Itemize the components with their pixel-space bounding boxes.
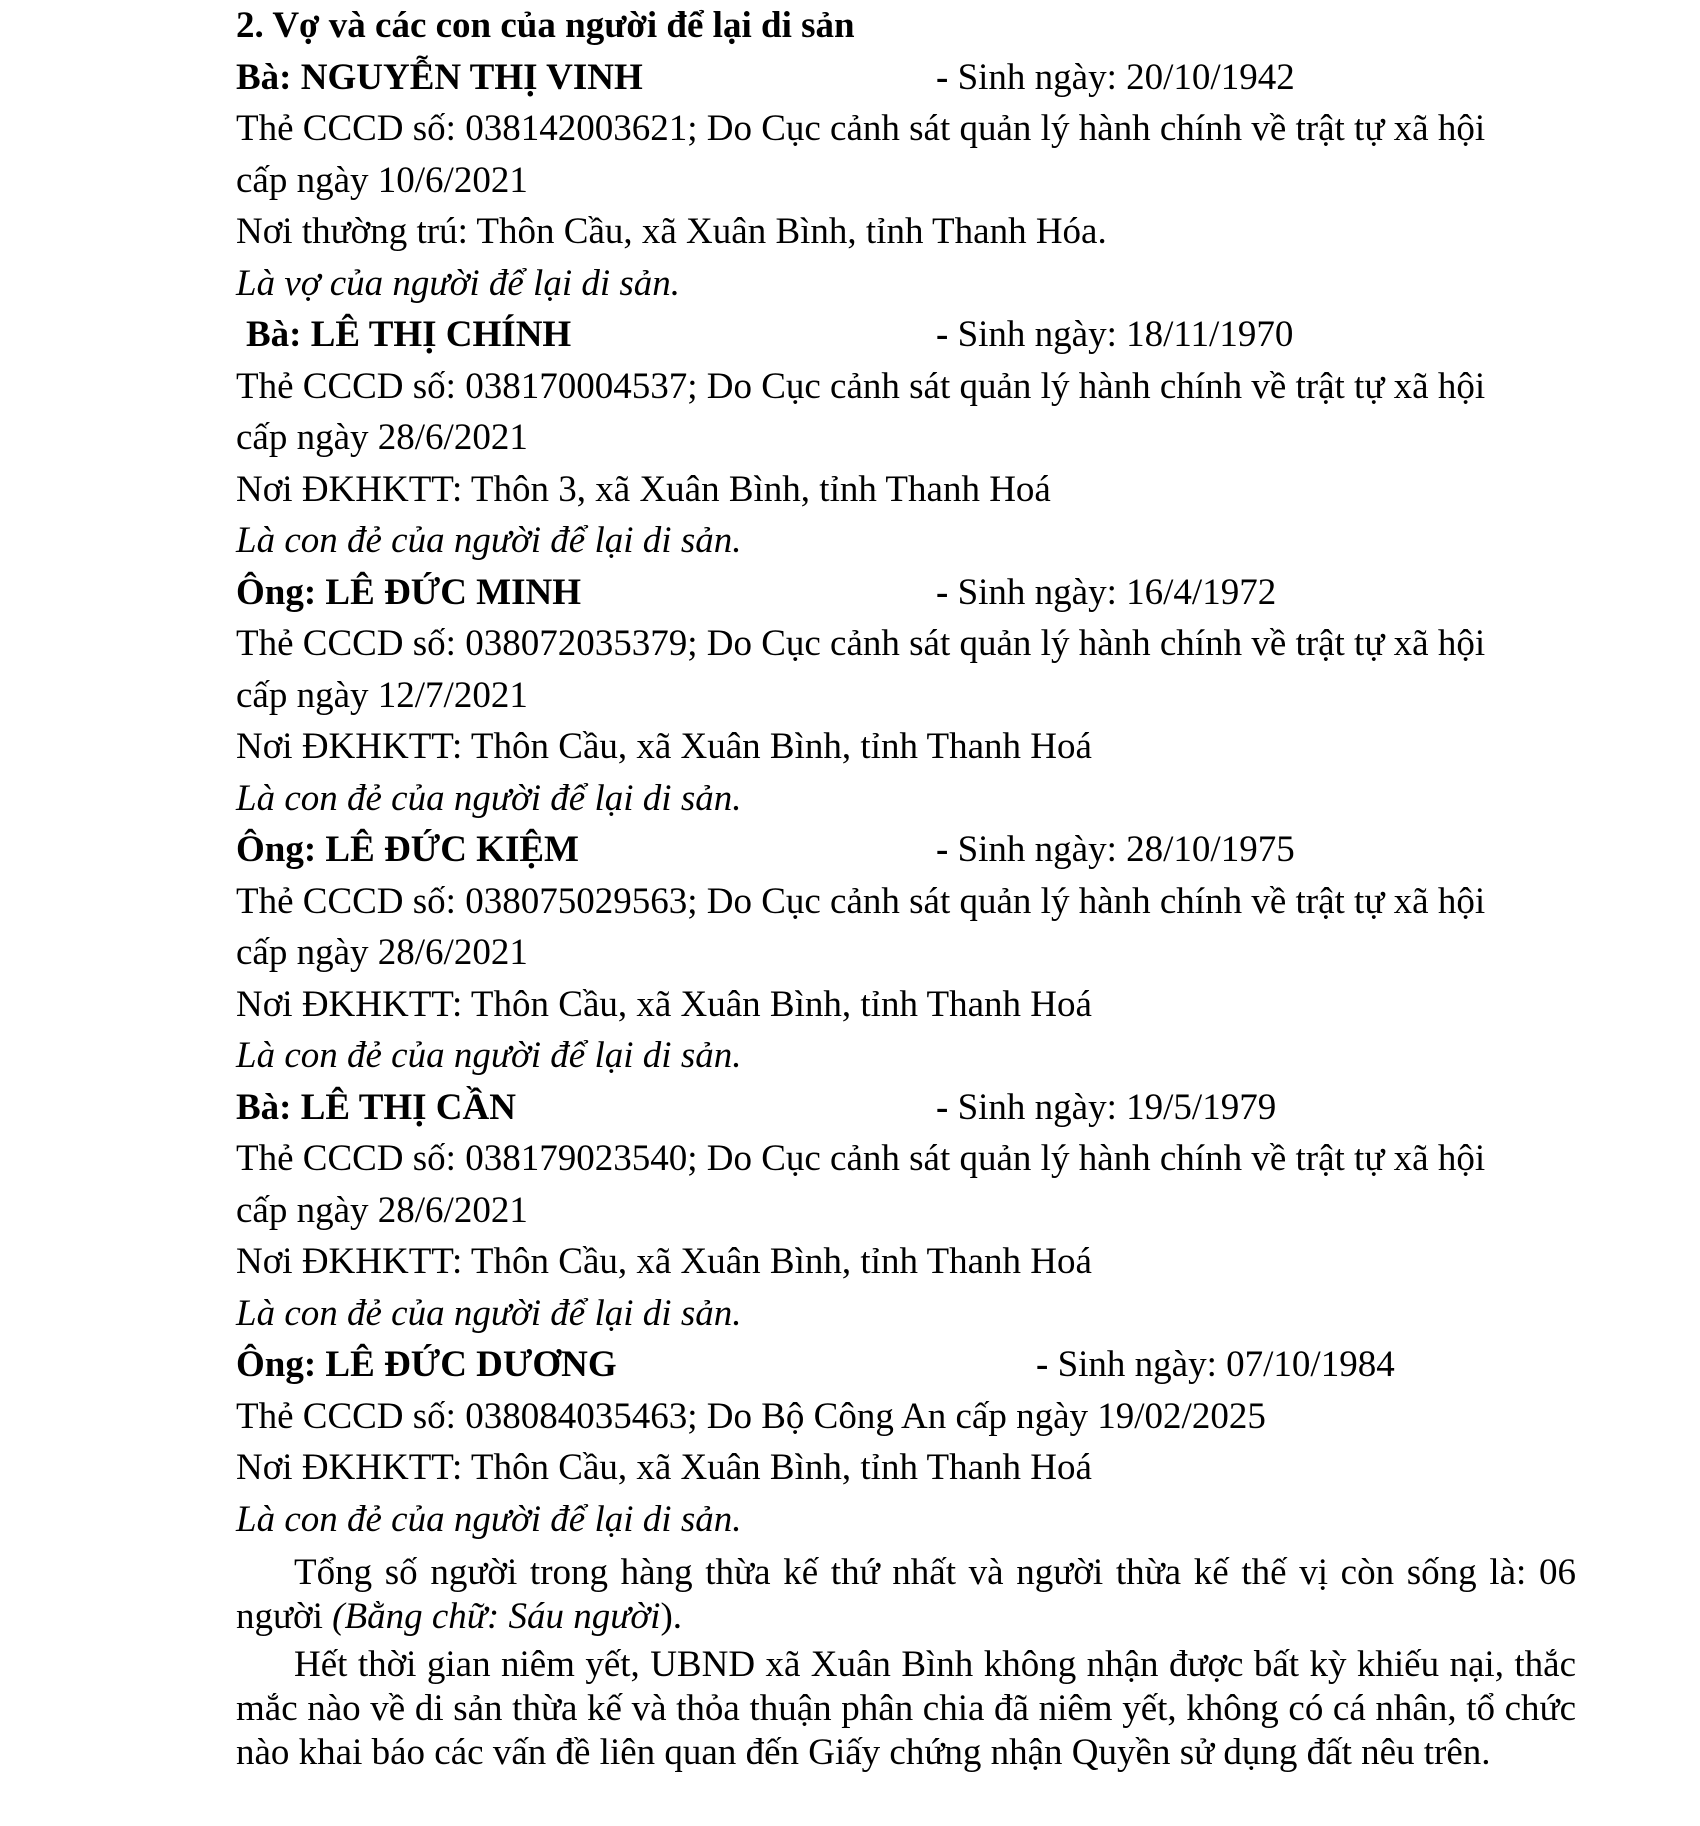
dob-value: Sinh ngày: 16/4/1972 bbox=[957, 571, 1277, 613]
person-residence: Nơi ĐKHKTT: Thôn Cầu, xã Xuân Bình, tỉnh Thanh Hoá bbox=[236, 983, 1092, 1025]
person-entry bbox=[236, 1082, 1576, 1340]
summary-text: Tổng số người trong hàng thừa kế thứ nhất và người thừa kế thế vị còn sống là: 06 người bbox=[236, 1552, 1576, 1637]
person-residence: Nơi ĐKHKTT: Thôn Cầu, xã Xuân Bình, tỉnh Thanh Hoá bbox=[236, 1447, 1092, 1488]
person-name: Ông: LÊ ĐỨC KIỆM bbox=[236, 829, 579, 870]
dob-value: Sinh ngày: 28/10/1975 bbox=[957, 829, 1295, 870]
person-relation: Là con đẻ của người để lại di sản. bbox=[236, 1498, 742, 1540]
person-relation: Là con đẻ của người để lại di sản. bbox=[236, 1292, 742, 1334]
person-name: Bà: LÊ THỊ CẦN bbox=[236, 1086, 516, 1128]
person-dob bbox=[936, 824, 1295, 876]
summary-end: ). bbox=[660, 1596, 683, 1637]
dob-dash: - bbox=[936, 56, 958, 98]
person-id-issue-date: cấp ngày 12/7/2021 bbox=[236, 674, 528, 716]
person-id-line: Thẻ CCCD số: 038142003621; Do Cục cảnh sát quản lý hành chính về trật tự xã hội bbox=[236, 108, 1486, 149]
person-residence: Nơi ĐKHKTT: Thôn Cầu, xã Xuân Bình, tỉnh Thanh Hoá bbox=[236, 726, 1092, 767]
summary-in-words: (Bằng chữ: Sáu người bbox=[332, 1596, 661, 1637]
person-id-line: Thẻ CCCD số: 038170004537; Do Cục cảnh sát quản lý hành chính về trật tự xã hội bbox=[236, 365, 1486, 407]
dob-dash: - bbox=[936, 829, 958, 870]
person-header bbox=[236, 1082, 1576, 1134]
person-header bbox=[236, 567, 1576, 619]
person-header bbox=[236, 52, 1576, 104]
person-relation: Là con đẻ của người để lại di sản. bbox=[236, 777, 742, 819]
dob-dash: - bbox=[936, 1086, 958, 1128]
person-id-issue-date: cấp ngày 28/6/2021 bbox=[236, 417, 528, 458]
dob-dash: - bbox=[936, 314, 958, 355]
person-entry bbox=[236, 1339, 1576, 1545]
person-relation: Là vợ của người để lại di sản. bbox=[236, 262, 681, 304]
dob-dash: - bbox=[1036, 1344, 1058, 1385]
person-dob bbox=[936, 309, 1293, 361]
person-residence: Nơi thường trú: Thôn Cầu, xã Xuân Bình, tỉnh Thanh Hóa. bbox=[236, 211, 1107, 252]
closing-paragraph: Hết thời gian niêm yết, UBND xã Xuân Bình không nhận được bất kỳ khiếu nại, thắc mắc nào về di sản thừa kế và thỏa thuận phân chia đã niêm yết, không có cá nhân, tổ chức nào khai báo các vấn đề liên quan đến Giấy chứng nhận Quyền sử dụng đất nêu trên. bbox=[236, 1644, 1576, 1773]
person-entry bbox=[236, 52, 1576, 310]
person-dob bbox=[936, 52, 1295, 104]
dob-value: Sinh ngày: 07/10/1984 bbox=[1057, 1344, 1395, 1385]
person-header bbox=[236, 824, 1576, 876]
person-id-line: Thẻ CCCD số: 038075029563; Do Cục cảnh sát quản lý hành chính về trật tự xã hội bbox=[236, 880, 1486, 922]
dob-value: Sinh ngày: 20/10/1942 bbox=[957, 56, 1295, 98]
person-header bbox=[236, 1339, 1576, 1391]
person-relation: Là con đẻ của người để lại di sản. bbox=[236, 520, 742, 561]
person-name: Bà: LÊ THỊ CHÍNH bbox=[246, 314, 572, 355]
person-name: Ông: LÊ ĐỨC MINH bbox=[236, 571, 581, 613]
person-name: Bà: NGUYỄN THỊ VINH bbox=[236, 56, 643, 98]
dob-dash: - bbox=[936, 571, 958, 613]
person-id-line: Thẻ CCCD số: 038084035463; Do Bộ Công An cấp ngày 19/02/2025 bbox=[236, 1395, 1266, 1437]
person-header bbox=[236, 309, 1576, 361]
person-entry bbox=[236, 824, 1576, 1082]
person-residence: Nơi ĐKHKTT: Thôn Cầu, xã Xuân Bình, tỉnh Thanh Hoá bbox=[236, 1241, 1092, 1282]
person-residence: Nơi ĐKHKTT: Thôn 3, xã Xuân Bình, tỉnh Thanh Hoá bbox=[236, 468, 1051, 510]
person-id-issue-date: cấp ngày 10/6/2021 bbox=[236, 159, 528, 201]
person-id-line: Thẻ CCCD số: 038179023540; Do Cục cảnh sát quản lý hành chính về trật tự xã hội bbox=[236, 1138, 1486, 1179]
section-title: 2. Vợ và các con của người để lại di sản bbox=[236, 5, 855, 46]
person-dob bbox=[936, 567, 1276, 619]
person-id-issue-date: cấp ngày 28/6/2021 bbox=[236, 932, 528, 973]
person-entry bbox=[236, 567, 1576, 825]
person-name: Ông: LÊ ĐỨC DƯƠNG bbox=[236, 1344, 617, 1385]
person-relation: Là con đẻ của người để lại di sản. bbox=[236, 1035, 742, 1076]
dob-value: Sinh ngày: 18/11/1970 bbox=[957, 314, 1294, 355]
person-dob bbox=[936, 1082, 1276, 1134]
person-id-issue-date: cấp ngày 28/6/2021 bbox=[236, 1189, 528, 1231]
heirs-summary bbox=[236, 1551, 1576, 1639]
person-dob bbox=[1036, 1339, 1395, 1391]
person-entry bbox=[236, 309, 1576, 567]
person-id-line: Thẻ CCCD số: 038072035379; Do Cục cảnh sát quản lý hành chính về trật tự xã hội bbox=[236, 623, 1486, 664]
document-page bbox=[236, 0, 1576, 1775]
dob-value: Sinh ngày: 19/5/1979 bbox=[957, 1086, 1277, 1128]
